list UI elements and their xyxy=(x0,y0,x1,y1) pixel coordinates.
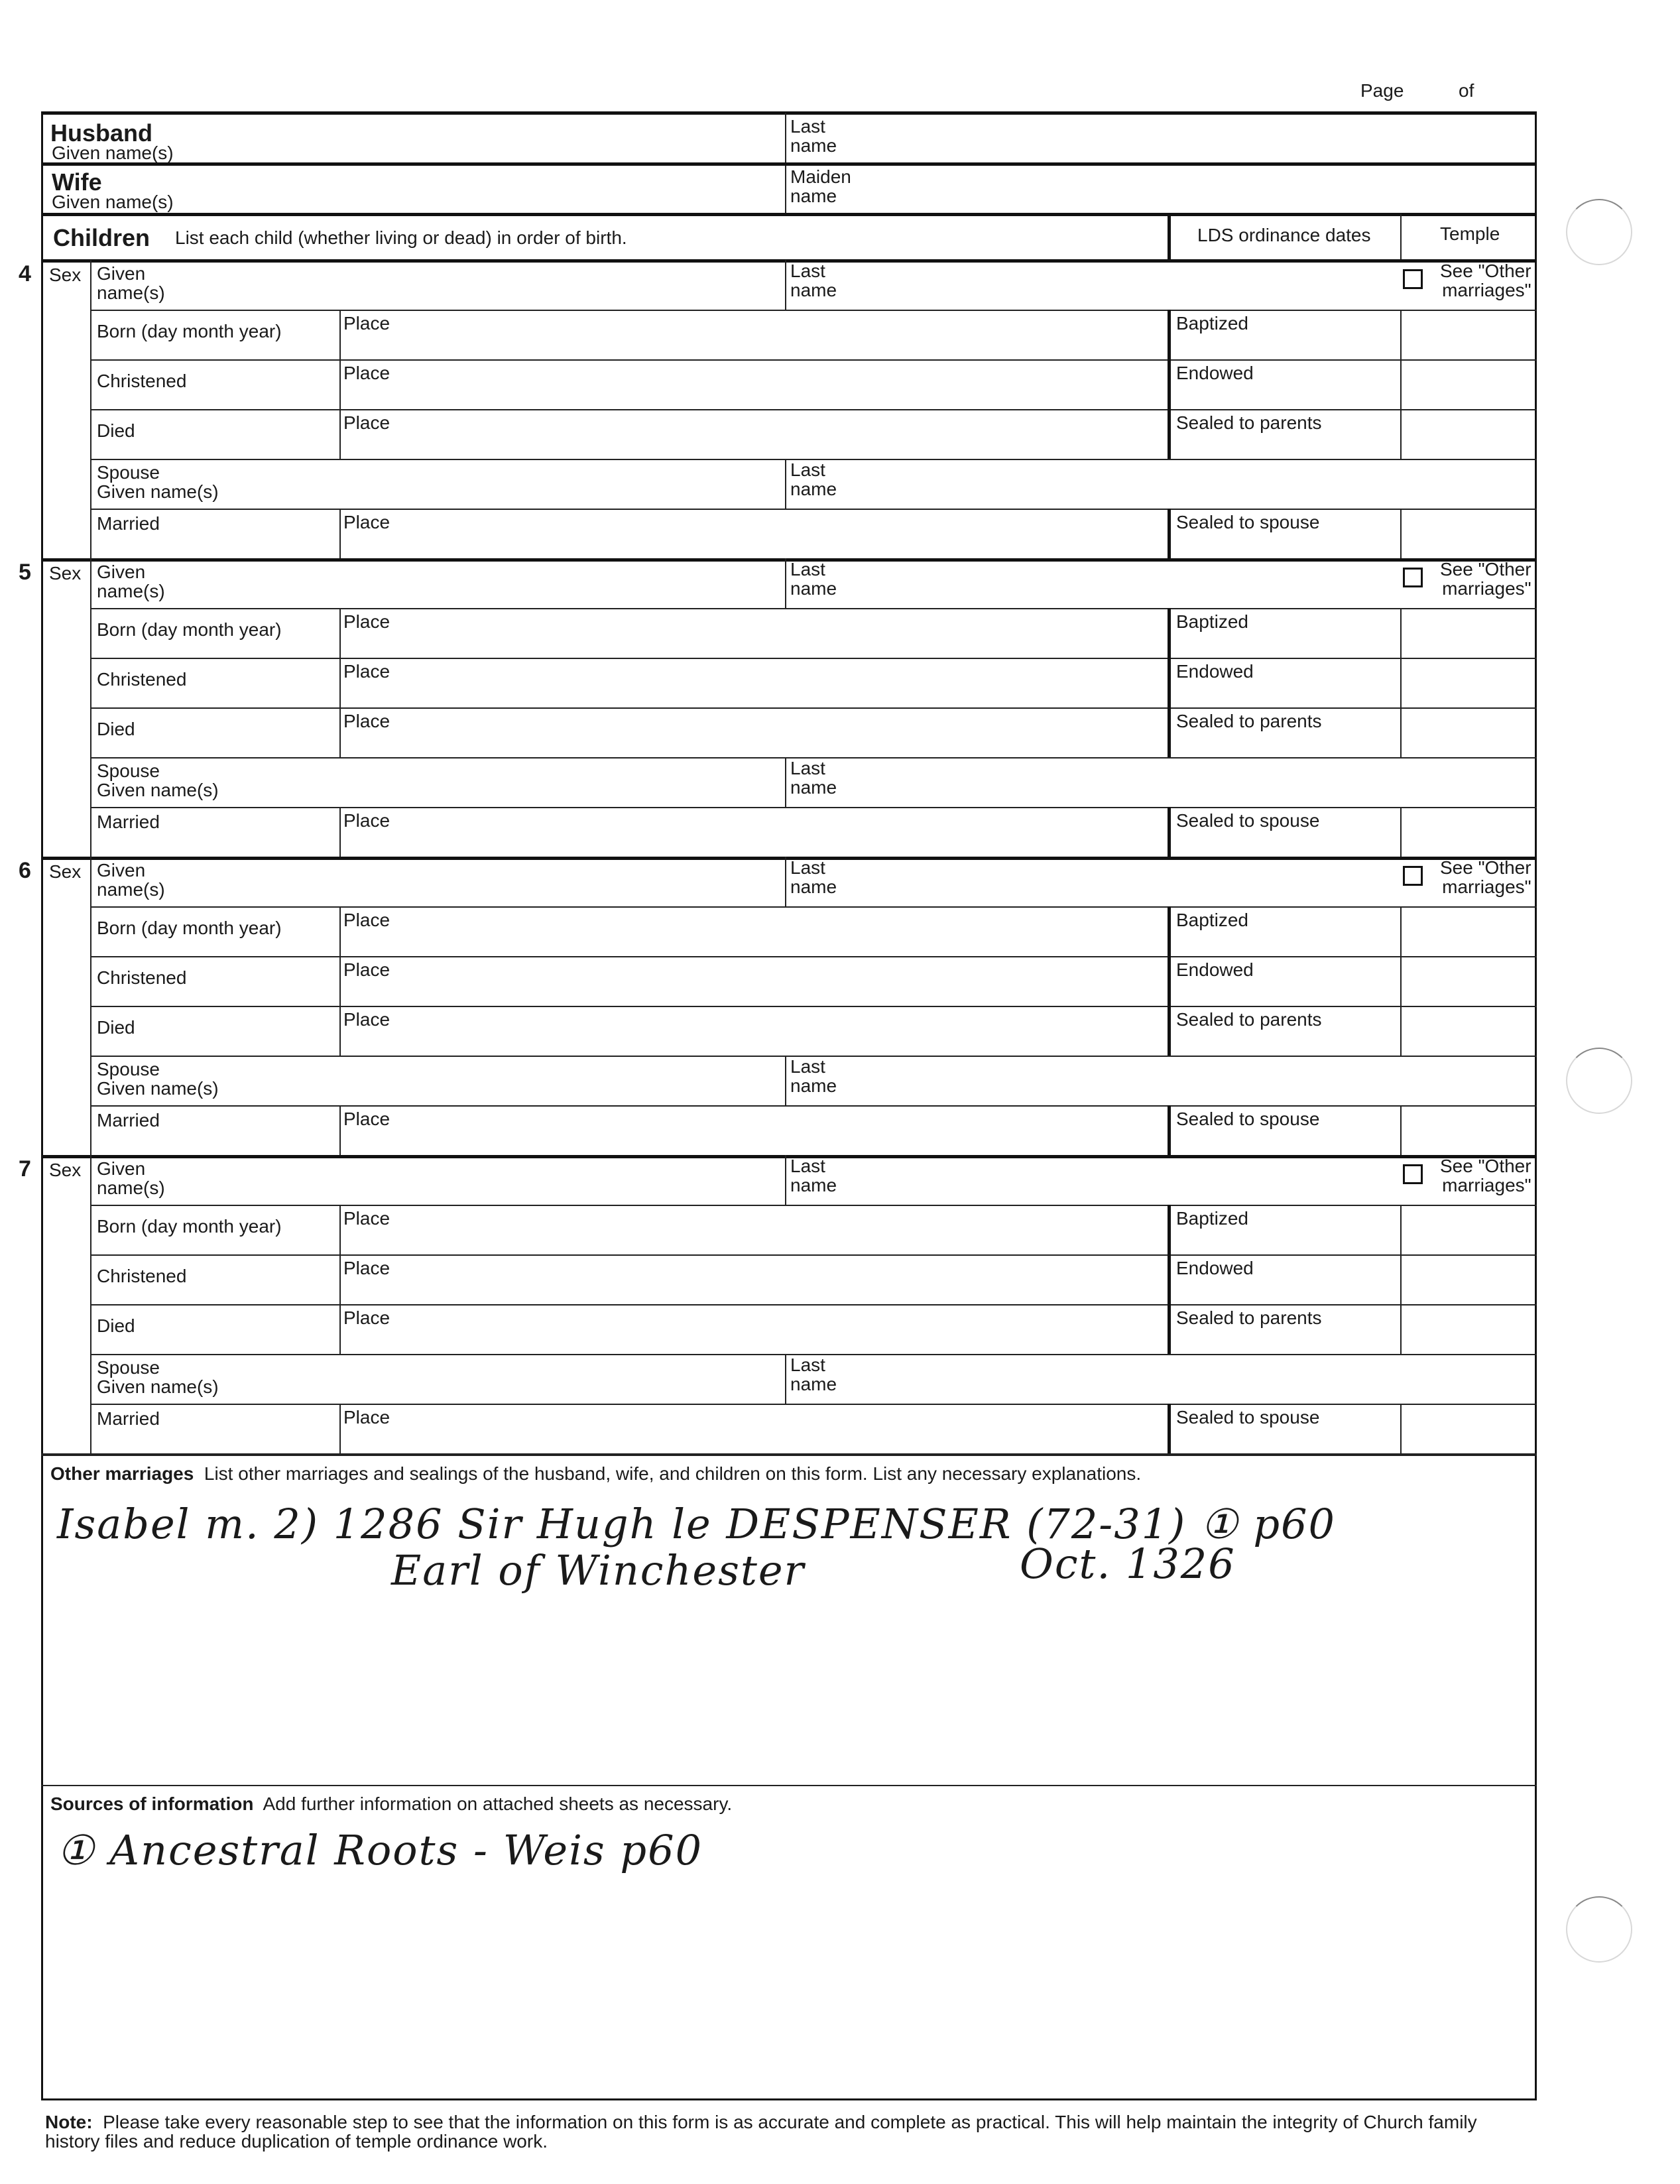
spouse-given-label: Spouse Given name(s) xyxy=(97,1059,219,1099)
ordinance-divider xyxy=(1168,509,1171,558)
died-label: Died xyxy=(97,719,135,739)
place-divider xyxy=(339,1254,341,1304)
binder-hole-top xyxy=(1566,199,1632,265)
temple-column-divider xyxy=(1400,310,1402,359)
ordinance-divider xyxy=(1168,807,1171,857)
ordinance-divider xyxy=(1168,310,1171,359)
place-divider xyxy=(339,1105,341,1155)
ordinance-divider xyxy=(1168,1006,1171,1056)
place-label: Place xyxy=(343,1208,390,1229)
left-gutter-divider xyxy=(90,310,91,558)
place-divider xyxy=(339,359,341,409)
row-rule xyxy=(90,359,1537,361)
sex-divider xyxy=(90,857,91,906)
last-name-divider xyxy=(785,857,786,906)
spouse-given-label: Spouse Given name(s) xyxy=(97,462,219,502)
sex-label: Sex xyxy=(49,563,82,583)
place-label: Place xyxy=(343,661,390,682)
given-name-label: Given name(s) xyxy=(97,860,165,900)
temple-column-divider xyxy=(1400,658,1402,707)
sources-handwritten[interactable]: ① Ancestral Roots - Weis p60 xyxy=(57,1826,703,1874)
row-rule xyxy=(90,1304,1537,1305)
ordinance-divider xyxy=(1168,1205,1171,1254)
place-divider xyxy=(339,807,341,857)
sealed-parents-label: Sealed to parents xyxy=(1176,711,1322,731)
children-title: Children xyxy=(53,224,150,251)
place-divider xyxy=(339,956,341,1006)
sex-label: Sex xyxy=(49,265,82,285)
row-rule xyxy=(90,1006,1537,1007)
ordinance-divider xyxy=(1168,906,1171,956)
place-divider xyxy=(339,707,341,757)
last-name-label: Last name xyxy=(790,559,837,599)
row-rule xyxy=(90,1404,1537,1405)
husband-given-label: Given name(s) xyxy=(52,143,174,163)
married-label: Married xyxy=(97,1110,160,1130)
see-other-marriages-label: See "Other marriages" xyxy=(1440,559,1531,599)
ordinance-divider xyxy=(1168,608,1171,658)
place-label: Place xyxy=(343,1307,390,1328)
ordinance-divider xyxy=(1168,707,1171,757)
temple-column-divider xyxy=(1400,906,1402,956)
spouse-last-divider xyxy=(785,1354,786,1404)
christened-label: Christened xyxy=(97,1266,187,1286)
ordinance-divider xyxy=(1168,658,1171,707)
place-divider xyxy=(339,509,341,558)
temple-column-divider xyxy=(1400,1205,1402,1254)
row-rule xyxy=(90,409,1537,410)
place-divider xyxy=(339,1205,341,1254)
place-divider xyxy=(339,658,341,707)
spouse-last-divider xyxy=(785,1056,786,1105)
last-name-divider xyxy=(785,260,786,310)
wife-title: Wife xyxy=(52,168,102,196)
sex-label: Sex xyxy=(49,861,82,882)
temple-column-divider xyxy=(1400,1404,1402,1453)
sealed-parents-label: Sealed to parents xyxy=(1176,1307,1322,1328)
sex-divider xyxy=(90,558,91,608)
baptized-label: Baptized xyxy=(1176,1208,1248,1229)
temple-column-divider xyxy=(1400,707,1402,757)
last-name-label: Last name xyxy=(790,857,837,897)
endowed-label: Endowed xyxy=(1176,959,1254,980)
place-divider xyxy=(339,608,341,658)
other-marriages-handwritten-date[interactable]: Oct. 1326 xyxy=(1020,1540,1236,1588)
note xyxy=(45,2112,1530,2151)
last-name-divider xyxy=(785,1155,786,1205)
endowed-label: Endowed xyxy=(1176,1258,1254,1278)
sex-divider xyxy=(90,1155,91,1205)
see-other-marriages-label: See "Other marriages" xyxy=(1440,1156,1531,1195)
born-label: Born (day month year) xyxy=(97,619,282,640)
husband-title: Husband xyxy=(50,119,153,147)
row-rule xyxy=(90,707,1537,709)
ordinance-divider xyxy=(1168,1105,1171,1155)
wife-given-label: Given name(s) xyxy=(52,192,174,212)
other-marriages-rule xyxy=(41,1455,1537,1456)
of-label: of xyxy=(1459,80,1474,101)
sex-label: Sex xyxy=(49,1160,82,1180)
married-label: Married xyxy=(97,513,160,534)
baptized-label: Baptized xyxy=(1176,313,1248,334)
child-block-rule xyxy=(41,1155,1537,1158)
child-number: 7 xyxy=(19,1156,31,1182)
sealed-spouse-label: Sealed to spouse xyxy=(1176,1407,1320,1427)
temple-divider xyxy=(1400,213,1402,261)
ordinance-divider xyxy=(1168,1304,1171,1354)
temple-column-divider xyxy=(1400,1304,1402,1354)
married-label: Married xyxy=(97,1408,160,1429)
temple-column-divider xyxy=(1400,956,1402,1006)
sources-instruction: Add further information on attached sheets as necessary. xyxy=(263,1793,733,1814)
endowed-label: Endowed xyxy=(1176,661,1254,682)
endowed-label: Endowed xyxy=(1176,363,1254,383)
born-label: Born (day month year) xyxy=(97,1216,282,1237)
ordinance-divider xyxy=(1168,359,1171,409)
row-rule xyxy=(90,1205,1537,1206)
binder-hole-bottom xyxy=(1566,1896,1632,1963)
note-title: Note: xyxy=(45,2112,93,2132)
place-label: Place xyxy=(343,611,390,632)
temple-column-divider xyxy=(1400,807,1402,857)
place-label: Place xyxy=(343,1258,390,1278)
baptized-label: Baptized xyxy=(1176,910,1248,930)
temple-column-divider xyxy=(1400,509,1402,558)
row-rule xyxy=(90,1105,1537,1107)
born-label: Born (day month year) xyxy=(97,918,282,938)
ordinance-divider xyxy=(1168,956,1171,1006)
row-rule xyxy=(90,509,1537,510)
place-label: Place xyxy=(343,363,390,383)
child-number: 5 xyxy=(19,560,31,585)
row-rule xyxy=(90,658,1537,659)
other-marriages-handwritten-line1[interactable]: Isabel m. 2) 1286 Sir Hugh le DESPENSER (72-31) ① p60 xyxy=(57,1500,1336,1548)
last-name-label: Last name xyxy=(790,1156,837,1195)
place-label: Place xyxy=(343,412,390,433)
place-divider xyxy=(339,409,341,459)
page-label: Page xyxy=(1360,80,1404,101)
died-label: Died xyxy=(97,1017,135,1038)
row-rule xyxy=(90,608,1537,609)
sealed-parents-label: Sealed to parents xyxy=(1176,412,1322,433)
place-divider xyxy=(339,1304,341,1354)
ordinance-divider xyxy=(1168,1404,1171,1453)
sources-rule xyxy=(41,1785,1537,1786)
sealed-spouse-label: Sealed to spouse xyxy=(1176,512,1320,532)
given-name-label: Given name(s) xyxy=(97,263,165,303)
place-label: Place xyxy=(343,313,390,334)
temple-column-divider xyxy=(1400,359,1402,409)
place-divider xyxy=(339,1404,341,1453)
place-divider xyxy=(339,906,341,956)
temple-column-divider xyxy=(1400,608,1402,658)
binder-hole-middle xyxy=(1566,1048,1632,1114)
husband-wife-rule xyxy=(41,162,1537,166)
sex-divider xyxy=(90,260,91,310)
other-marriages-checkbox[interactable] xyxy=(1403,866,1423,886)
row-rule xyxy=(90,956,1537,957)
row-rule xyxy=(90,1254,1537,1256)
other-marriages-checkbox[interactable] xyxy=(1403,568,1423,587)
ordinance-divider xyxy=(1168,409,1171,459)
spouse-last-label: Last name xyxy=(790,758,837,798)
spouse-given-label: Spouse Given name(s) xyxy=(97,760,219,800)
christened-label: Christened xyxy=(97,669,187,690)
given-name-label: Given name(s) xyxy=(97,562,165,601)
other-marriages-instruction: List other marriages and sealings of the husband, wife, and children on this form. List any necessary explanations. xyxy=(204,1463,1142,1484)
place-divider xyxy=(339,310,341,359)
spouse-last-divider xyxy=(785,459,786,509)
left-gutter-divider xyxy=(90,608,91,857)
other-marriages-checkbox[interactable] xyxy=(1403,1164,1423,1184)
lds-ordinance-label: LDS ordinance dates xyxy=(1197,225,1371,245)
lds-divider xyxy=(1168,213,1171,261)
row-rule xyxy=(90,807,1537,808)
sealed-spouse-label: Sealed to spouse xyxy=(1176,1109,1320,1129)
left-gutter-divider xyxy=(90,1205,91,1453)
top-rule xyxy=(41,111,1537,115)
place-label: Place xyxy=(343,1009,390,1030)
place-label: Place xyxy=(343,512,390,532)
place-label: Place xyxy=(343,1109,390,1129)
left-gutter-divider xyxy=(90,906,91,1155)
see-other-marriages-label: See "Other marriages" xyxy=(1440,261,1531,300)
spouse-last-label: Last name xyxy=(790,459,837,499)
sealed-spouse-label: Sealed to spouse xyxy=(1176,810,1320,831)
child-number: 6 xyxy=(19,858,31,883)
children-instruction: List each child (whether living or dead) in order of birth. xyxy=(175,227,627,248)
child-block-rule xyxy=(41,857,1537,860)
other-marriages-handwritten-line2[interactable]: Earl of Winchester xyxy=(391,1546,806,1595)
temple-column-divider xyxy=(1400,409,1402,459)
temple-column-divider xyxy=(1400,1105,1402,1155)
other-marriages-title: Other marriages xyxy=(50,1463,194,1484)
spouse-last-label: Last name xyxy=(790,1056,837,1096)
see-other-marriages-label: See "Other marriages" xyxy=(1440,857,1531,897)
temple-column-divider xyxy=(1400,1006,1402,1056)
spouse-last-divider xyxy=(785,757,786,807)
child-number: 4 xyxy=(19,261,31,286)
christened-label: Christened xyxy=(97,371,187,391)
died-label: Died xyxy=(97,420,135,441)
given-name-label: Given name(s) xyxy=(97,1158,165,1198)
died-label: Died xyxy=(97,1315,135,1336)
place-label: Place xyxy=(343,810,390,831)
wife-children-rule xyxy=(41,213,1537,216)
other-marriages-checkbox[interactable] xyxy=(1403,269,1423,289)
christened-label: Christened xyxy=(97,967,187,988)
place-label: Place xyxy=(343,959,390,980)
sources-title: Sources of information xyxy=(50,1793,254,1814)
husband-last-label: Last name xyxy=(790,116,837,156)
temple-column-divider xyxy=(1400,1254,1402,1304)
place-label: Place xyxy=(343,910,390,930)
married-label: Married xyxy=(97,812,160,832)
sealed-parents-label: Sealed to parents xyxy=(1176,1009,1322,1030)
ordinance-divider xyxy=(1168,1254,1171,1304)
wife-maiden-label: Maiden name xyxy=(790,166,851,206)
last-name-label: Last name xyxy=(790,261,837,300)
children-header-rule xyxy=(41,259,1537,263)
place-label: Place xyxy=(343,711,390,731)
spouse-last-label: Last name xyxy=(790,1355,837,1394)
row-rule xyxy=(90,906,1537,908)
last-name-divider xyxy=(785,558,786,608)
born-label: Born (day month year) xyxy=(97,321,282,341)
place-label: Place xyxy=(343,1407,390,1427)
row-rule xyxy=(90,310,1537,311)
spouse-given-label: Spouse Given name(s) xyxy=(97,1357,219,1397)
temple-label: Temple xyxy=(1440,223,1500,244)
child-block-rule xyxy=(41,558,1537,562)
baptized-label: Baptized xyxy=(1176,611,1248,632)
note-text: Please take every reasonable step to see that the information on this form is as accurate and complete as practical. This will help maintain the integrity of Church family history files and reduce duplication of temple ordinance work. xyxy=(45,2112,1477,2152)
place-divider xyxy=(339,1006,341,1056)
